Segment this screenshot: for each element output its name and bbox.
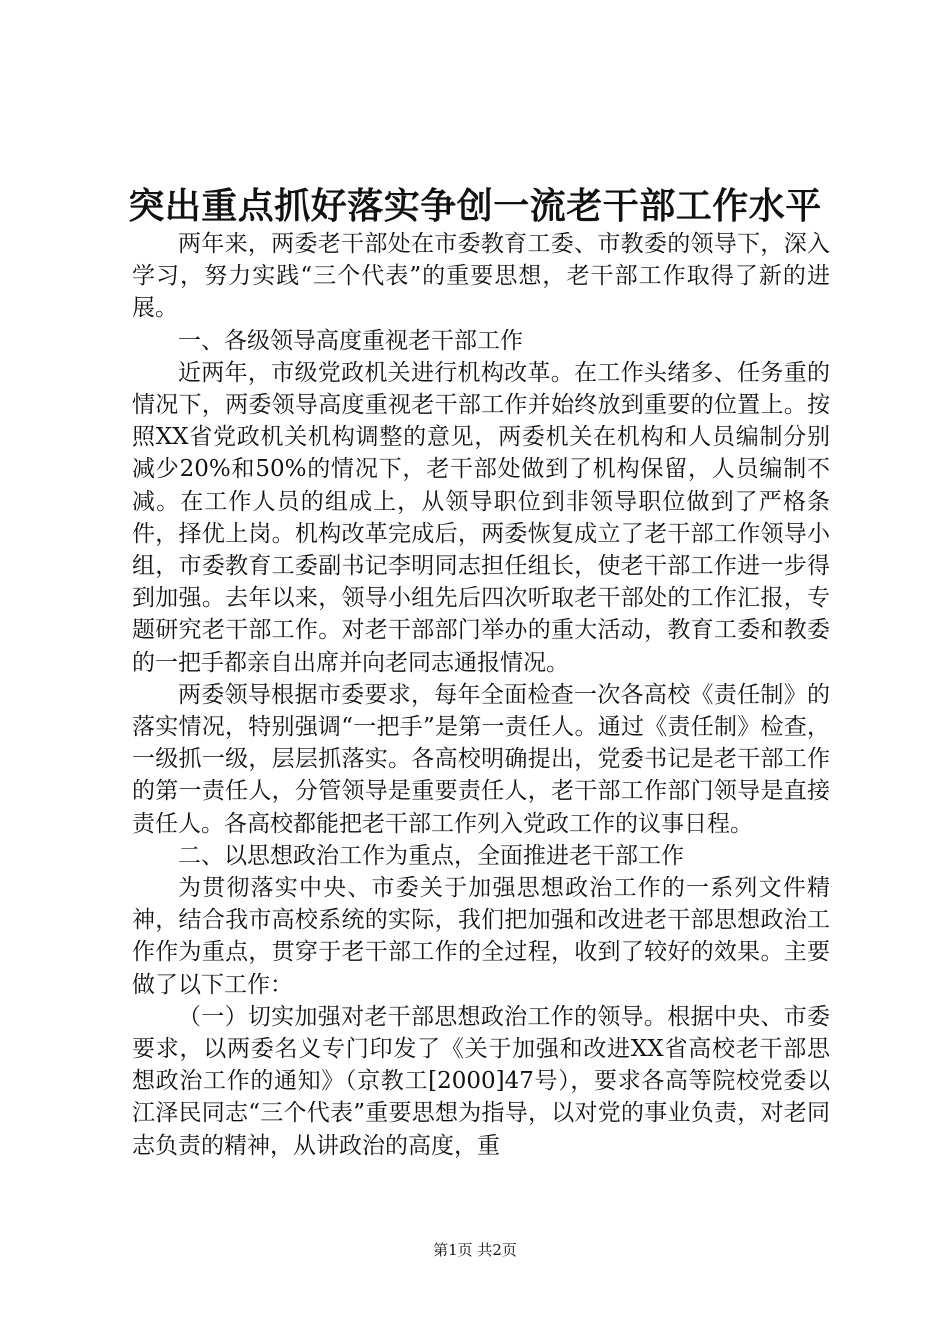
paragraph-reform: 近两年，市级党政机关进行机构改革。在工作头绪多、任务重的情况下，两委领导高度重视老干部工作并始终放到重要的位置上。按照XX省党政机关机构调整的意见，两委机关在机构和人员编制分别减少20%和50%的情况下，老干部处做到了机构保留，人员编制不减。在工作人员的组成上，从领导职位到非领导职位做到了严格条件，择优上岗。机构改革完成后，两委恢复成立了老干部工作领导小组，市委教育工委副书记李明同志担任组长，使老干部工作进一步得到加强。去年以来，领导小组先后四次听取老干部处的工作汇报，专题研究老干部工作。对老干部部门举办的重大活动，教育工委和教委的一把手都亲自出席并向老同志通报情况。 bbox=[132, 359, 830, 676]
paragraph-ideology: 为贯彻落实中央、市委关于加强思想政治工作的一系列文件精神，结合我市高校系统的实际，我们把加强和改进老干部思想政治工作作为重点，贯穿于老干部工作的全过程，收到了较好的效果。主要做了以下工作： bbox=[132, 875, 830, 998]
page-footer: 第1页 共2页 bbox=[433, 1241, 517, 1259]
paragraph-intro: 两年来，两委老干部处在市委教育工委、市教委的领导下，深入学习，努力实践“三个代表”的重要思想，老干部工作取得了新的进展。 bbox=[132, 231, 830, 322]
paragraph-responsibility: 两委领导根据市委要求，每年全面检查一次各高校《责任制》的落实情况，特别强调“一把手”是第一责任人。通过《责任制》检查，一级抓一级，层层抓落实。各高校明确提出，党委书记是老干部工作的第一责任人，分管领导是重要责任人，老干部工作部门领导是直接责任人。各高校都能把老干部工作列入党政工作的议事日程。 bbox=[132, 681, 830, 837]
section-heading-2: 二、以思想政治工作为重点，全面推进老干部工作 bbox=[178, 842, 684, 869]
paragraph-item-1: （一）切实加强对老干部思想政治工作的领导。根据中央、市委要求，以两委名义专门印发了《关于加强和改进XX省高校老干部思想政治工作的通知》（京教工[2000]47号），要求各高等院校党委以江泽民同志“三个代表”重要思想为指导，以对党的事业负责，对老同志负责的精神，从讲政治的高度，重 bbox=[132, 1003, 830, 1159]
document-title: 突出重点抓好落实争创一流老干部工作水平 bbox=[128, 185, 822, 227]
section-heading-1: 一、各级领导高度重视老干部工作 bbox=[178, 327, 523, 354]
document-body bbox=[132, 228, 830, 1162]
